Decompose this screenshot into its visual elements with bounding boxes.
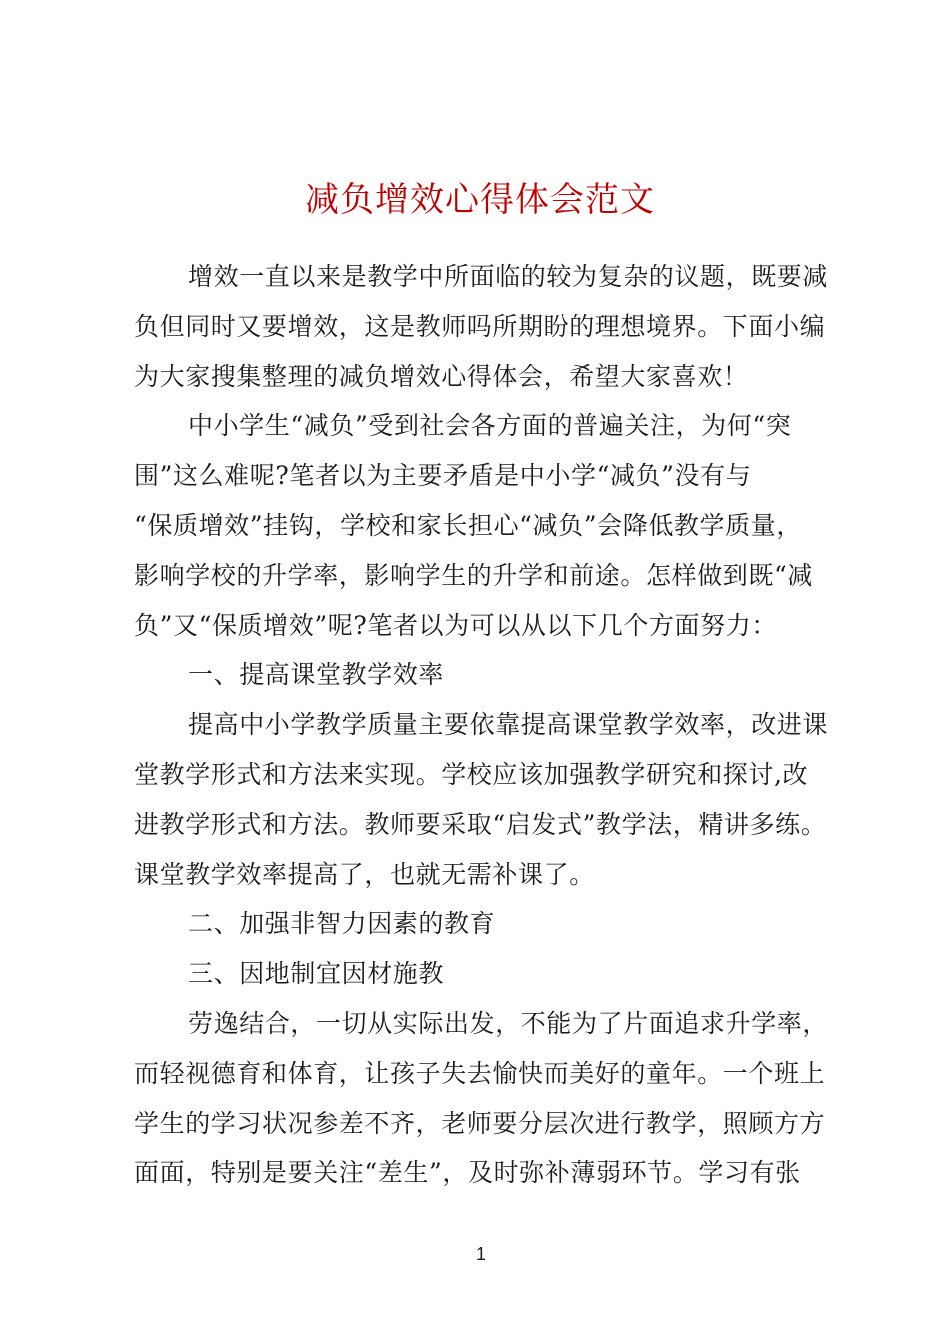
text-line: 为大家搜集整理的减负增效心得体会，希望大家喜欢！ <box>134 361 749 391</box>
text-line: 影响学校的升学率，影响学生的升学和前途。怎样做到既“减 <box>134 560 813 590</box>
text-line: 堂教学形式和方法来实现。学校应该加强教学研究和探讨,改 <box>134 759 809 789</box>
text-line: 增效一直以来是教学中所面临的较为复杂的议题，既要减 <box>188 262 829 291</box>
text-line: 中小学生“减负”受到社会各方面的普遍关注，为何“突 <box>188 411 792 441</box>
text-line: 学生的学习状况参差不齐，老师要分层次进行教学，照顾方方 <box>134 1108 826 1138</box>
page-number: 1 <box>475 1244 486 1264</box>
section-heading: 三、因地制宜因材施教 <box>188 959 445 989</box>
text-line: “保质增效”挂钩，学校和家长担心“减负”会降低教学质量， <box>134 510 802 540</box>
text-line: 而轻视德育和体育，让孩子失去愉快而美好的童年。一个班上 <box>134 1058 826 1088</box>
section-heading: 一、提高课堂教学效率 <box>188 660 445 690</box>
text-line: 负但同时又要增效，这是教师吗所期盼的理想境界。下面小编 <box>134 311 826 341</box>
text-line: 面面，特别是要关注“差生”，及时弥补薄弱环节。学习有张 <box>134 1158 801 1188</box>
text-line: 劳逸结合，一切从实际出发，不能为了片面追求升学率， <box>188 1008 829 1038</box>
text-line: 围”这么难呢?笔者以为主要矛盾是中小学“减负”没有与 <box>134 461 752 491</box>
document-body <box>134 252 844 1198</box>
section-heading: 二、加强非智力因素的教育 <box>188 909 496 939</box>
text-line: 负”又“保质增效”呢?笔者以为可以从以下几个方面努力： <box>134 610 777 640</box>
text-line: 课堂教学效率提高了，也就无需补课了。 <box>134 859 595 889</box>
text-line: 提高中小学教学质量主要依靠提高课堂教学效率，改进课 <box>188 710 829 740</box>
document-title: 减负增效心得体会范文 <box>305 180 655 220</box>
text-line: 进教学形式和方法。教师要采取“启发式”教学法，精讲多练。 <box>134 809 827 839</box>
